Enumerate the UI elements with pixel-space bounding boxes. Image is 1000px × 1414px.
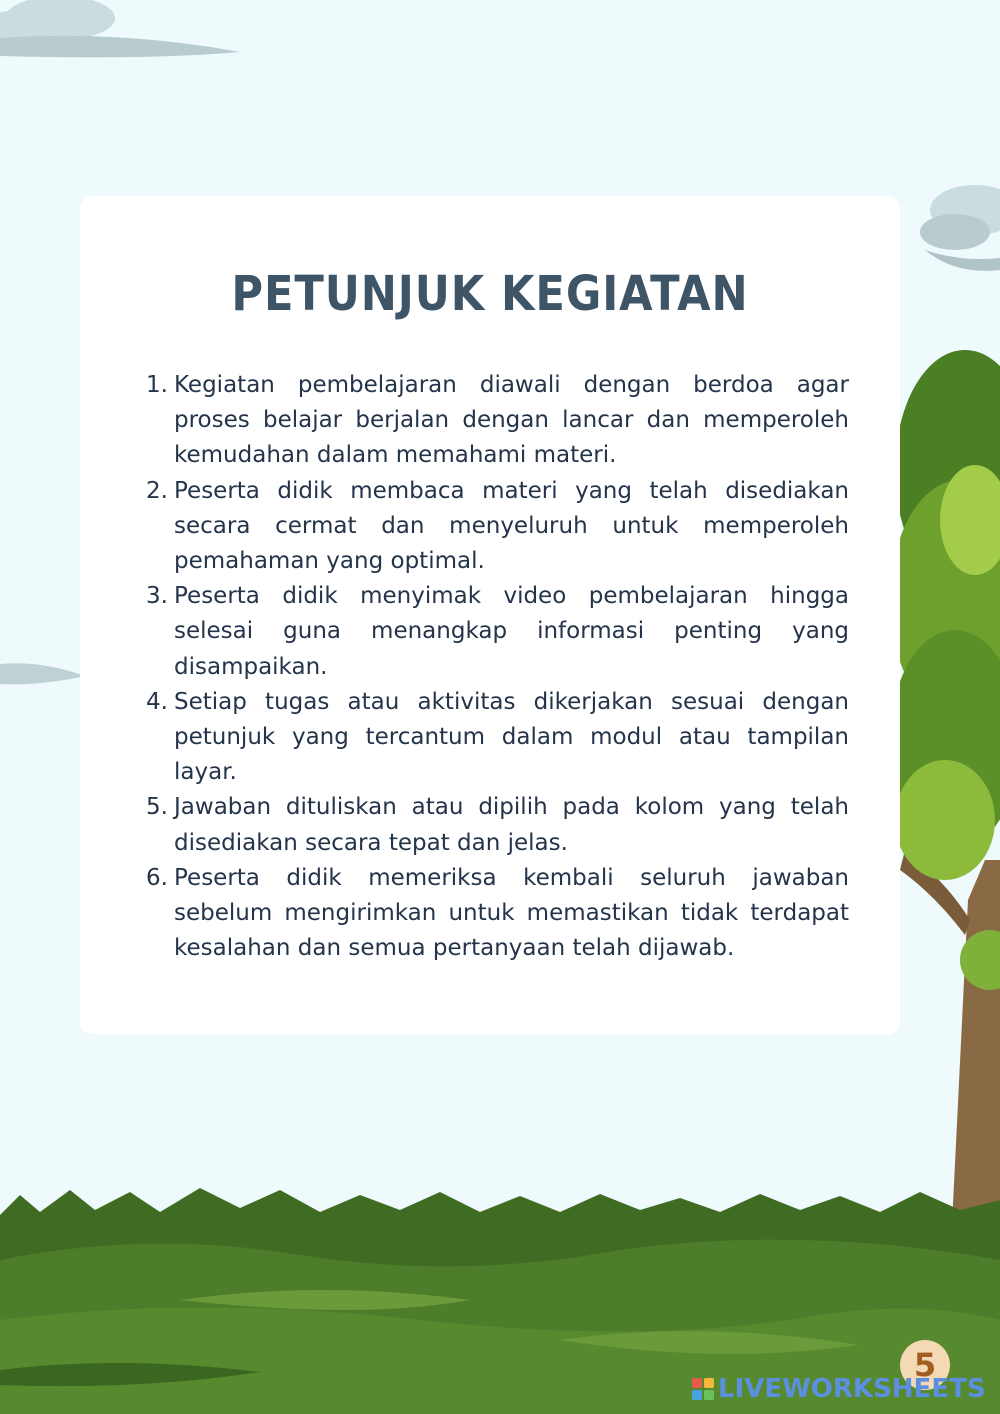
instruction-text: Jawaban dituliskan atau dipilih pada kolom yang telah disediakan secara tepat dan jelas. — [174, 794, 849, 856]
instruction-item — [146, 861, 849, 967]
instruction-text: Kegiatan pembelajaran diawali dengan berdoa agar proses belajar berjalan dengan lancar dan memperoleh kemudahan dalam memahami materi. — [174, 372, 849, 469]
instruction-item — [146, 368, 849, 474]
cloud-right — [920, 185, 1000, 271]
instruction-number: 3. — [146, 583, 168, 610]
instruction-number: 5. — [146, 794, 168, 821]
instruction-number: 2. — [146, 477, 168, 504]
instruction-item — [146, 790, 849, 860]
instruction-text: Peserta didik menyimak video pembelajaran hingga selesai guna menangkap informasi penting yang disampaikan. — [174, 583, 849, 680]
page-title: PETUNJUK KEGIATAN — [231, 266, 749, 322]
instruction-number: 1. — [146, 372, 168, 398]
tree — [890, 350, 1000, 1265]
instruction-text: Peserta didik memeriksa kembali seluruh jawaban sebelum mengirimkan untuk memastikan tidak terdapat kesalahan dan semua pertanyaan telah dijawab. — [174, 864, 849, 962]
page-number-badge: 5 — [900, 1340, 950, 1390]
instruction-text: Setiap tugas atau aktivitas dikerjakan sesuai dengan petunjuk yang tercantum dalam modul atau tampilan layar. — [174, 688, 849, 786]
instruction-text: Peserta didik membaca materi yang telah disediakan secara cermat dan menyeluruh untuk memperoleh pemahaman yang optimal. — [174, 477, 849, 575]
instruction-item — [146, 579, 849, 685]
instruction-item — [146, 685, 849, 791]
instruction-number: 4. — [146, 688, 168, 715]
instruction-list — [146, 368, 849, 966]
cloud-left-middle — [0, 663, 85, 684]
watermark-text: LIVEWORKSHEETS — [718, 1374, 986, 1404]
instruction-number: 6. — [146, 864, 168, 891]
liveworksheets-logo-icon — [692, 1378, 714, 1400]
watermark — [692, 1374, 986, 1404]
cloud-top-left — [0, 0, 240, 57]
instruction-item — [146, 474, 849, 580]
